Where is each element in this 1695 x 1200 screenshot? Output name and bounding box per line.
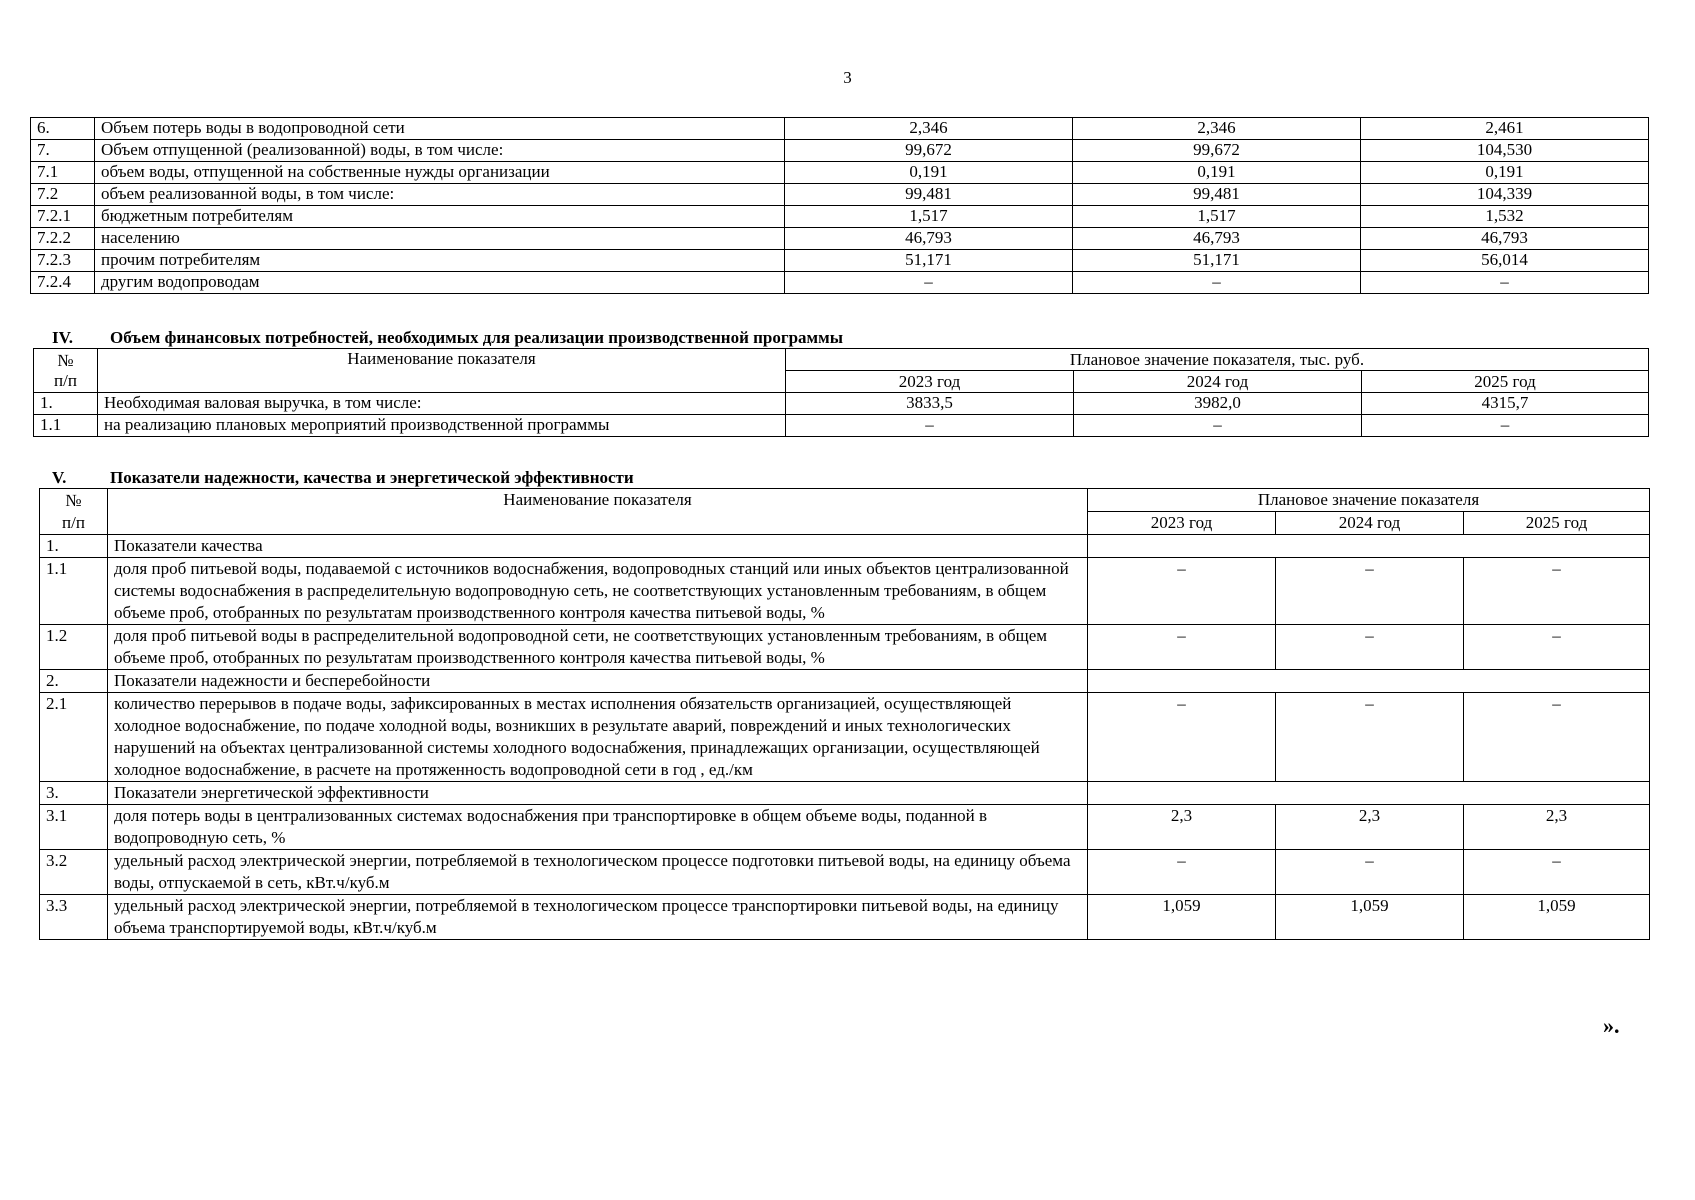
value-2023: 51,171 bbox=[785, 250, 1073, 272]
value-2023: – bbox=[1088, 850, 1276, 895]
table-row bbox=[40, 535, 1650, 558]
value-2024: – bbox=[1073, 272, 1361, 294]
header-year-2025: 2025 год bbox=[1362, 371, 1649, 393]
header-planned-value: Плановое значение показателя bbox=[1088, 489, 1650, 512]
value-2023: 1,517 bbox=[785, 206, 1073, 228]
header-name: Наименование показателя bbox=[108, 489, 1088, 535]
water-volume-table bbox=[30, 117, 1649, 294]
value-2025: 1,059 bbox=[1464, 895, 1650, 940]
row-name: Объем потерь воды в водопроводной сети bbox=[95, 118, 785, 140]
row-name: объем воды, отпущенной на собственные нужды организации bbox=[95, 162, 785, 184]
table-row bbox=[31, 162, 1649, 184]
value-2023: 2,346 bbox=[785, 118, 1073, 140]
section-iv-heading bbox=[52, 328, 843, 348]
header-year-2024: 2024 год bbox=[1276, 512, 1464, 535]
value-2025: 56,014 bbox=[1361, 250, 1649, 272]
row-number: 7.2.2 bbox=[31, 228, 95, 250]
row-name: населению bbox=[95, 228, 785, 250]
table-row bbox=[34, 415, 1649, 437]
section-iv-number: IV. bbox=[52, 328, 73, 347]
row-number: 3. bbox=[40, 782, 108, 805]
value-2023: – bbox=[1088, 693, 1276, 782]
header-num-line1: № bbox=[57, 350, 74, 370]
table-row bbox=[40, 850, 1650, 895]
value-2024: – bbox=[1276, 693, 1464, 782]
row-name: доля потерь воды в централизованных системах водоснабжения при транспортировке в общем объеме воды, поданной в водопроводную сеть, % bbox=[108, 805, 1088, 850]
row-number: 2. bbox=[40, 670, 108, 693]
value-2025: 104,339 bbox=[1361, 184, 1649, 206]
value-2023: 2,3 bbox=[1088, 805, 1276, 850]
value-2023: 1,059 bbox=[1088, 895, 1276, 940]
header-year-2025: 2025 год bbox=[1464, 512, 1650, 535]
value-2025: – bbox=[1362, 415, 1649, 437]
table-row bbox=[40, 693, 1650, 782]
reliability-table bbox=[39, 488, 1650, 940]
header-num-line2: п/п bbox=[54, 370, 77, 390]
value-2024: – bbox=[1276, 625, 1464, 670]
section-v-number: V. bbox=[52, 468, 67, 487]
value-2025: – bbox=[1361, 272, 1649, 294]
value-2025: 4315,7 bbox=[1362, 393, 1649, 415]
row-name: Необходимая валовая выручка, в том числе: bbox=[98, 393, 786, 415]
row-number: 7.2.3 bbox=[31, 250, 95, 272]
value-2024: 0,191 bbox=[1073, 162, 1361, 184]
value-2023: – bbox=[785, 272, 1073, 294]
table-row bbox=[31, 250, 1649, 272]
value-2024: 46,793 bbox=[1073, 228, 1361, 250]
value-2023: – bbox=[1088, 625, 1276, 670]
table-row bbox=[31, 206, 1649, 228]
value-2025: – bbox=[1464, 850, 1650, 895]
value-2024: – bbox=[1276, 850, 1464, 895]
header-name: Наименование показателя bbox=[98, 349, 786, 393]
table-row bbox=[34, 393, 1649, 415]
row-name: доля проб питьевой воды, подаваемой с источников водоснабжения, водопроводных станций или иных объектов централизованной системы водоснабжения в распределительную водопроводную сеть, не соответствующих установленным требованиям, в общем объеме проб, отобранных по результатам производственного контроля качества питьевой воды, % bbox=[108, 558, 1088, 625]
table-row bbox=[40, 805, 1650, 850]
section-iv-title: Объем финансовых потребностей, необходимых для реализации производственной программы bbox=[110, 328, 843, 347]
row-empty-values bbox=[1088, 535, 1650, 558]
header-num-line1: № bbox=[65, 490, 82, 510]
row-number: 1.1 bbox=[34, 415, 98, 437]
value-2025: – bbox=[1464, 625, 1650, 670]
row-number: 7.2.4 bbox=[31, 272, 95, 294]
table-row bbox=[40, 558, 1650, 625]
table-row bbox=[31, 184, 1649, 206]
header-year-2023: 2023 год bbox=[1088, 512, 1276, 535]
row-number: 7.2.1 bbox=[31, 206, 95, 228]
table-row bbox=[40, 625, 1650, 670]
value-2024: 1,517 bbox=[1073, 206, 1361, 228]
row-empty-values bbox=[1088, 670, 1650, 693]
section-v-heading bbox=[52, 468, 634, 488]
table-row bbox=[40, 895, 1650, 940]
table-row bbox=[31, 228, 1649, 250]
table-row bbox=[40, 670, 1650, 693]
value-2024: 2,346 bbox=[1073, 118, 1361, 140]
value-2023: 3833,5 bbox=[786, 393, 1074, 415]
value-2023: – bbox=[1088, 558, 1276, 625]
header-num-line2: п/п bbox=[62, 512, 85, 532]
row-name: Показатели надежности и бесперебойности bbox=[108, 670, 1088, 693]
table-row bbox=[31, 140, 1649, 162]
row-number: 7.2 bbox=[31, 184, 95, 206]
section-v-title: Показатели надежности, качества и энергетической эффективности bbox=[110, 468, 634, 487]
row-number: 1. bbox=[40, 535, 108, 558]
row-name: другим водопроводам bbox=[95, 272, 785, 294]
table-row bbox=[31, 272, 1649, 294]
header-year-2023: 2023 год bbox=[786, 371, 1074, 393]
value-2024: – bbox=[1074, 415, 1362, 437]
value-2024: 2,3 bbox=[1276, 805, 1464, 850]
table-row bbox=[40, 782, 1650, 805]
header-num bbox=[34, 349, 98, 393]
row-number: 1. bbox=[34, 393, 98, 415]
row-number: 3.2 bbox=[40, 850, 108, 895]
row-name: прочим потребителям bbox=[95, 250, 785, 272]
header-num bbox=[40, 489, 108, 535]
row-number: 3.1 bbox=[40, 805, 108, 850]
value-2024: 99,672 bbox=[1073, 140, 1361, 162]
row-empty-values bbox=[1088, 782, 1650, 805]
value-2024: 3982,0 bbox=[1074, 393, 1362, 415]
closing-quote-mark: ». bbox=[1603, 1013, 1620, 1038]
row-number: 1.1 bbox=[40, 558, 108, 625]
row-name: объем реализованной воды, в том числе: bbox=[95, 184, 785, 206]
value-2025: 2,461 bbox=[1361, 118, 1649, 140]
value-2025: 1,532 bbox=[1361, 206, 1649, 228]
value-2025: 46,793 bbox=[1361, 228, 1649, 250]
water-volume-table-body bbox=[31, 118, 1649, 294]
value-2024: 99,481 bbox=[1073, 184, 1361, 206]
financial-needs-table-body bbox=[34, 393, 1649, 437]
financial-needs-table bbox=[33, 348, 1649, 437]
value-2024: 51,171 bbox=[1073, 250, 1361, 272]
row-name: Показатели качества bbox=[108, 535, 1088, 558]
value-2024: 1,059 bbox=[1276, 895, 1464, 940]
row-name: доля проб питьевой воды в распределительной водопроводной сети, не соответствующих установленным требованиям, в общем объеме проб, отобранных по результатам производственного контроля качества питьевой воды, % bbox=[108, 625, 1088, 670]
header-year-2024: 2024 год bbox=[1074, 371, 1362, 393]
value-2025: 0,191 bbox=[1361, 162, 1649, 184]
value-2025: 2,3 bbox=[1464, 805, 1650, 850]
value-2023: 99,481 bbox=[785, 184, 1073, 206]
value-2025: – bbox=[1464, 558, 1650, 625]
row-number: 3.3 bbox=[40, 895, 108, 940]
value-2024: – bbox=[1276, 558, 1464, 625]
value-2023: – bbox=[786, 415, 1074, 437]
row-name: количество перерывов в подаче воды, зафиксированных в местах исполнения обязательств организацией, осуществляющей холодное водоснабжение, по подаче холодной воды, возникших в результате аварий, повреждений и иных технологических нарушений на объектах централизованной системы холодного водоснабжения, принадлежащих организации, осуществляющей холодное водоснабжение, в расчете на протяженность водопроводной сети в год , ед./км bbox=[108, 693, 1088, 782]
row-number: 6. bbox=[31, 118, 95, 140]
row-number: 7. bbox=[31, 140, 95, 162]
value-2023: 46,793 bbox=[785, 228, 1073, 250]
row-name: удельный расход электрической энергии, потребляемой в технологическом процессе подготовки питьевой воды, на единицу объема воды, отпускаемой в сеть, кВт.ч/куб.м bbox=[108, 850, 1088, 895]
reliability-table-body bbox=[40, 535, 1650, 940]
value-2023: 0,191 bbox=[785, 162, 1073, 184]
value-2025: 104,530 bbox=[1361, 140, 1649, 162]
page-number: 3 bbox=[843, 68, 852, 87]
row-number: 1.2 bbox=[40, 625, 108, 670]
row-name: на реализацию плановых мероприятий производственной программы bbox=[98, 415, 786, 437]
row-name: бюджетным потребителям bbox=[95, 206, 785, 228]
table-row bbox=[31, 118, 1649, 140]
row-number: 7.1 bbox=[31, 162, 95, 184]
header-planned-value: Плановое значение показателя, тыс. руб. bbox=[786, 349, 1649, 371]
value-2023: 99,672 bbox=[785, 140, 1073, 162]
value-2025: – bbox=[1464, 693, 1650, 782]
row-name: Показатели энергетической эффективности bbox=[108, 782, 1088, 805]
row-name: Объем отпущенной (реализованной) воды, в том числе: bbox=[95, 140, 785, 162]
row-name: удельный расход электрической энергии, потребляемой в технологическом процессе транспортировки питьевой воды, на единицу объема транспортируемой воды, кВт.ч/куб.м bbox=[108, 895, 1088, 940]
row-number: 2.1 bbox=[40, 693, 108, 782]
